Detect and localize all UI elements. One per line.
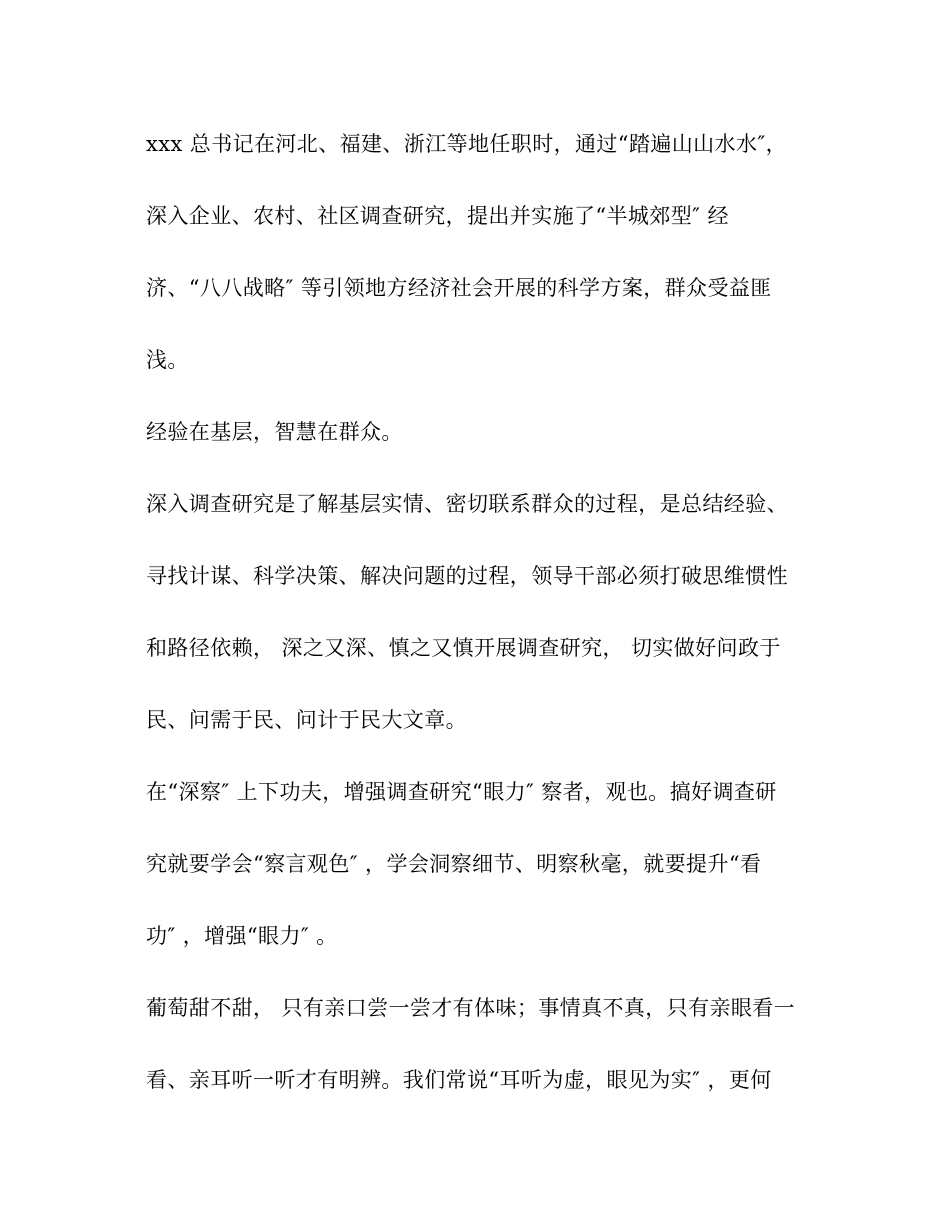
text-line: 葡萄甜不甜， 只有亲口尝一尝才有体味；事情真不真，只有亲眼看一 — [146, 996, 796, 1020]
text-line: 深入调查研究是了解基层实情、密切联系群众的过程，是总结经验、 — [146, 492, 788, 516]
text-line: 济、“八八战略″ 等引领地方经济社会开展的科学方案，群众受益匪 — [146, 276, 772, 300]
text-line: xxx 总书记在河北、福建、浙江等地任职时，通过“踏遍山山水水″， — [146, 132, 787, 156]
text-line: 经验在基层，智慧在群众。 — [146, 420, 403, 444]
text-line: 寻找计谋、科学决策、解决问题的过程，领导干部必须打破思维惯性 — [146, 564, 788, 588]
text-line: 功″ ，增强“眼力″ 。 — [146, 924, 338, 948]
text-line: 究就要学会“察言观色″ ，学会洞察细节、明察秋毫，就要提升“看 — [146, 852, 762, 876]
text-line: 浅。 — [146, 348, 189, 372]
text-line: 看、亲耳听一听才有明辨。我们常说“耳听为虚，眼见为实″ ，更何 — [146, 1068, 772, 1092]
text-line: 民、问需于民、问计于民大文章。 — [146, 708, 467, 732]
text-line: 在“深察″ 上下功夫，增强调查研究“眼力″ 察者，观也。搞好调查研 — [146, 780, 777, 804]
text-line: 和路径依赖， 深之又深、慎之又慎开展调查研究， 切实做好问政于 — [146, 636, 781, 660]
text-line: 深入企业、农村、社区调查研究，提出并实施了“半城郊型″ 经 — [146, 204, 729, 228]
